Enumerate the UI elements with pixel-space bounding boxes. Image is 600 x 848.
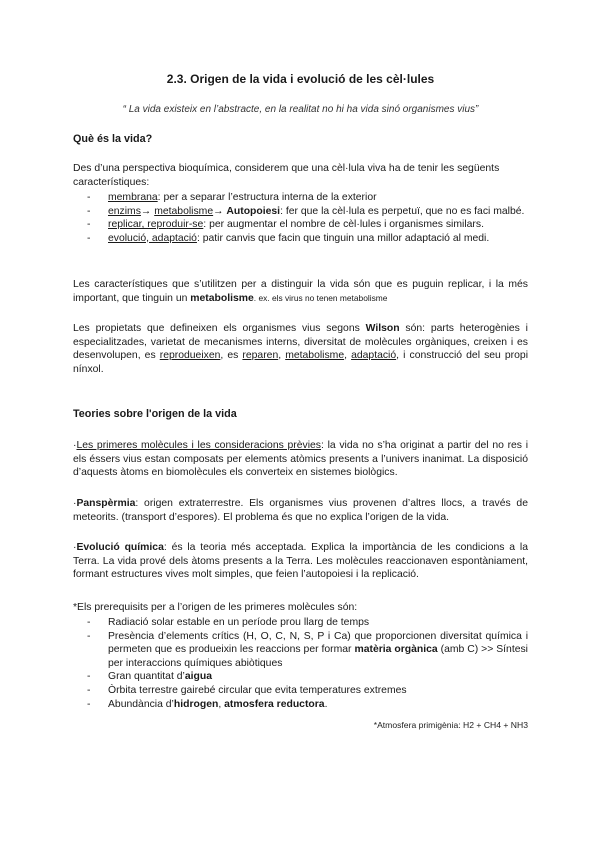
intro-paragraph: Des d’una perspectiva bioquímica, considerem que una cèl·lula viva ha de tenir les següents característiques: (73, 163, 500, 188)
footnote-primordial-atmosphere: *Atmosfera primigènia: H2 + CH4 + NH3 (373, 720, 528, 730)
list-item: - replicar, reproduir-se: per augmentar el nombre de cèl·lules i organismes similars. (73, 218, 528, 232)
section-heading-origin-theories: Teories sobre l'origen de la vida (73, 408, 237, 420)
list-item: - Abundància d’hidrogen, atmosfera reductora. (73, 698, 528, 712)
wilson-paragraph: Les propietats que defineixen els organismes vius segons Wilson són: parts heterogènies i especialitzades, varietat de mecanismes interns, diversitat de molècules orgàniques, creixen i es desenvolupen, es reprodueixen, es reparen, metabolisme, adaptació, i construcció del seu propi nínxol. (73, 323, 529, 375)
page-title: 2.3. Origen de la vida i evolució de les cèl·lules (166, 72, 435, 86)
list-item: - Radiació solar estable en un període prou llarg de temps (73, 616, 528, 630)
characteristics-list (73, 191, 528, 245)
list-item: - Presència d’elements crítics (H, O, C, N, S, P i Ca) que proporcionen diversitat química i permeten que es produeixin les reaccions per formar matèria orgànica (amb C) >> Síntesi per interaccions químiques abiòtiques (73, 630, 528, 671)
section-heading-what-is-life: Què és la vida? (73, 133, 153, 145)
characteristics-paragraph: Les característiques que s’utilitzen per a distinguir la vida són que es puguin replicar, i la més important, que tinguin un metabolisme. ex. els virus no tenen metabolisme (73, 279, 528, 304)
list-item: - Gran quantitat d’aigua (73, 670, 528, 684)
quote: “ La vida existeix en l’abstracte, en la realitat no hi ha vida sinó organismes vius” (122, 104, 479, 115)
list-item: - membrana: per a separar l’estructura interna de la exterior (73, 191, 528, 205)
prerequisites-list (73, 616, 528, 711)
theory-panspermia: ·Panspèrmia: origen extraterrestre. Els organismes vius provenen d’altres llocs, a través de meteorits. (transport d’espores). El problema és que no explica l’origen de la vida. (73, 498, 528, 523)
theory-first-molecules: ·Les primeres molècules i les consideracions prèvies: la vida no s’ha originat a partir del no res i els éssers vius estan composats per elements atòmics presents a l’univers inanimat. La disposició d’aquests àtoms en biomolècules els converteix en sistemes biològics. (73, 440, 529, 479)
list-item: - evolució, adaptació: patir canvis que facin que tinguin una millor adaptació al medi. (73, 232, 528, 246)
list-item: - enzims→ metabolisme→ Autopoiesi: fer que la cèl·lula es perpetuï, que no es faci malbé. (73, 205, 528, 219)
theory-chemical-evolution: ·Evolució química: és la teoria més acceptada. Explica la importància de les condicions a la Terra. La vida prové dels àtoms presents a la Terra. Les molècules reaccionaven espontàniament, formant estructures vives molt simples, que feien l’autopoiesi i la replicació. (73, 542, 528, 581)
list-item: - Òrbita terrestre gairebé circular que evita temperatures extremes (73, 684, 528, 698)
prerequisites-intro: *Els prerequisits per a l’origen de les primeres molècules són: (73, 602, 358, 613)
